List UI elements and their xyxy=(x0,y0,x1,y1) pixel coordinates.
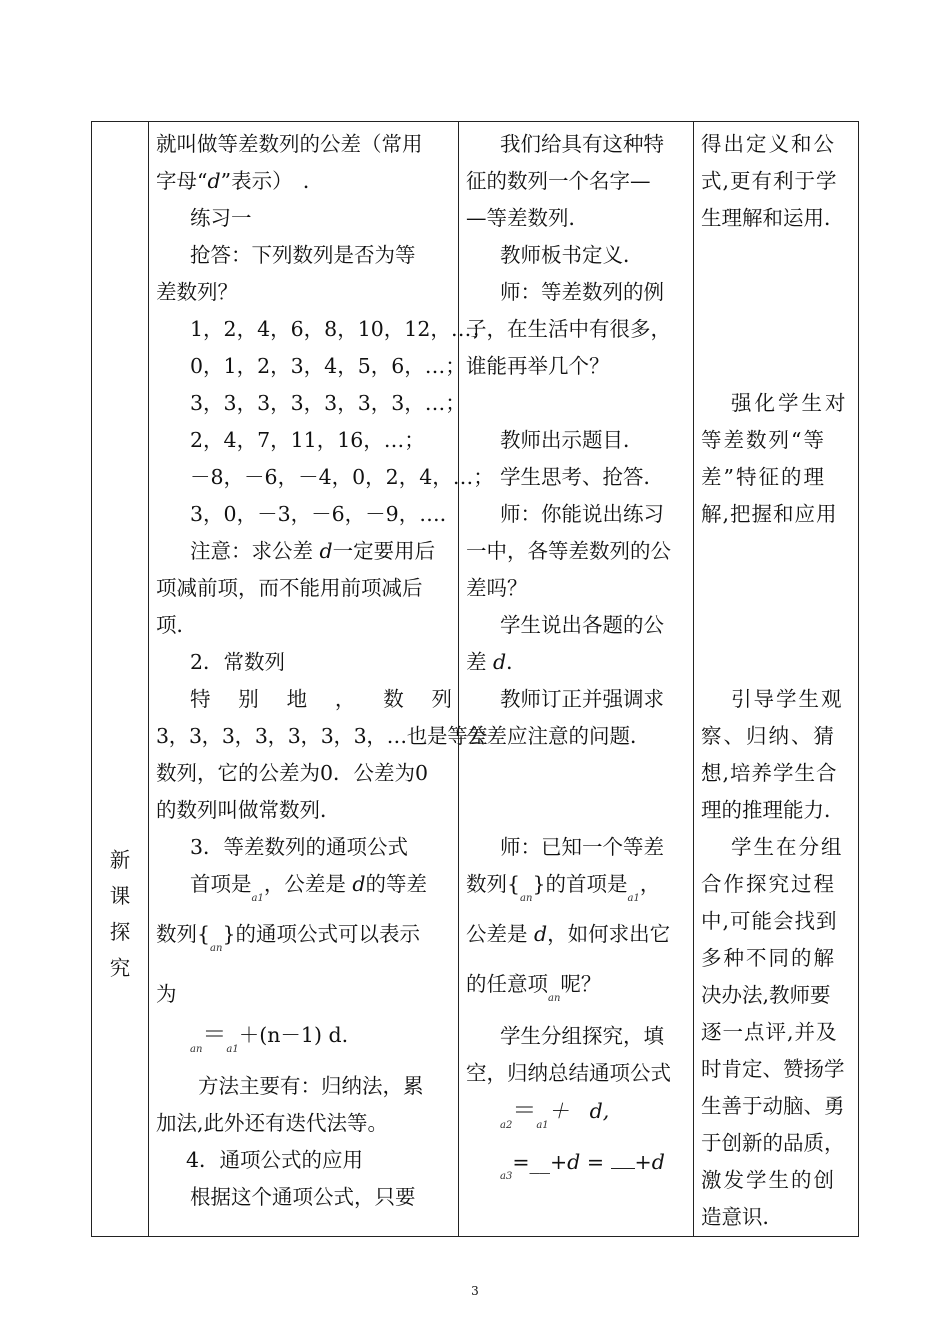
intent-line: 多种不同的解 xyxy=(701,946,836,970)
intent-line: 学生在分组 xyxy=(731,835,844,859)
sequence-item: 1，2，4，6，8，10，12，…； xyxy=(190,317,492,341)
column-divider xyxy=(693,122,694,1236)
formula-fill-blank: $_{a3}$=__+d = +d xyxy=(500,1150,665,1182)
activity-line: 师：已知一个等差 xyxy=(500,835,664,859)
activity-line: 差吗？ xyxy=(466,576,528,600)
spacer xyxy=(701,533,853,570)
activity-line: 差 d． xyxy=(466,650,527,674)
content-line-justified: 特 别 地 ， 数 列 xyxy=(190,687,452,711)
spacer xyxy=(466,792,688,829)
activity-line: 教师订正并强调求 xyxy=(500,687,664,711)
spacer xyxy=(466,755,688,792)
intent-line: 造意识． xyxy=(701,1205,783,1229)
intent-line: 理的推理能力． xyxy=(701,798,845,822)
section-label-char: 新 xyxy=(109,848,131,872)
spacer xyxy=(701,274,853,311)
content-line: 为 xyxy=(156,982,177,1006)
sequence-item: 0，1，2，3，4，5，6，…； xyxy=(190,354,466,378)
sequence-item: －8，－6，－4，0，2，4，…； xyxy=(190,465,494,489)
activity-line: 征的数列一个名字— xyxy=(466,169,651,193)
spacer xyxy=(701,570,853,607)
content-line: 3，3，3，3，3，3，3，…也是等差 xyxy=(156,724,488,748)
lesson-table xyxy=(91,121,859,1237)
activity-line: 公差应注意的问题． xyxy=(466,724,651,748)
subheading: 2．常数列 xyxy=(190,650,286,674)
column-divider xyxy=(458,122,459,1236)
formula-line: 首项是$_{a1}$，公差是 d的等差 xyxy=(190,872,427,904)
content-line: 差数列？ xyxy=(156,280,238,304)
note-line: 项． xyxy=(156,613,197,637)
activity-line: 教师出示题目． xyxy=(500,428,644,452)
intent-line: 于创新的品质， xyxy=(701,1131,845,1155)
intent-line: 解,把握和应用 xyxy=(701,502,838,526)
formula-line: 数列$\{_{an}\}$的通项公式可以表示 xyxy=(156,922,420,954)
activity-line: 的任意项$_{an}$呢？ xyxy=(466,972,602,1004)
section-label-char: 课 xyxy=(109,884,131,908)
content-line: 数列，它的公差为0．公差为0 xyxy=(156,761,429,785)
activity-line: 学生说出各题的公 xyxy=(500,613,664,637)
formula-line: $_{a2}=_{a1}+$ d, xyxy=(500,1096,610,1131)
section-label-char: 探 xyxy=(109,920,131,944)
content-line: 方法主要有：归纳法，累 xyxy=(198,1074,424,1098)
spacer xyxy=(701,311,853,348)
subheading: 练习一 xyxy=(190,206,252,230)
note-line: 项减前项，而不能用前项减后 xyxy=(156,576,423,600)
note-line: 注意：求公差 d一定要用后 xyxy=(190,539,436,563)
content-line: 字母“d”表示） ． xyxy=(156,169,324,193)
activity-line: 学生思考、抢答． xyxy=(500,465,664,489)
intent-line: 中,可能会找到 xyxy=(701,909,838,933)
intent-line: 时肯定、赞扬学 xyxy=(701,1057,845,1081)
intent-column xyxy=(701,126,853,1236)
spacer xyxy=(701,348,853,385)
content-line: 就叫做等差数列的公差（常用 xyxy=(156,132,423,156)
intent-line: 察、归纳、猜 xyxy=(701,724,836,748)
page-number: 3 xyxy=(471,1284,479,1298)
section-label xyxy=(92,842,148,986)
spacer xyxy=(701,237,853,274)
intent-line: 合作探究过程 xyxy=(701,872,836,896)
sequence-item: 3，3，3，3，3，3，3，…； xyxy=(190,391,466,415)
intent-line: 等差数列“等 xyxy=(701,428,826,452)
intent-line: 得出定义和公 xyxy=(701,132,836,156)
activity-line: 学生分组探究，填 xyxy=(500,1024,664,1048)
subheading: 3．等差数列的通项公式 xyxy=(190,835,409,859)
intent-line: 逐一点评,并及 xyxy=(701,1020,838,1044)
intent-line: 强化学生对 xyxy=(731,391,849,415)
intent-line: 决办法,教师要 xyxy=(701,983,831,1007)
sequence-item: 2，4，7，11，16，…； xyxy=(190,428,425,452)
spacer xyxy=(466,385,688,422)
activity-line: 一中，各等差数列的公 xyxy=(466,539,671,563)
spacer xyxy=(701,644,853,681)
content-column xyxy=(156,126,494,1216)
intent-line: 生善于动脑、勇 xyxy=(701,1094,845,1118)
intent-line: 想,培养学生合 xyxy=(701,761,838,785)
subheading: 4．通项公式的应用 xyxy=(186,1148,364,1172)
activity-line: 数列$\{_{an}\}$的首项是$_{a1}$， xyxy=(466,872,661,904)
blank-line xyxy=(611,1154,635,1169)
formula-display: $_{an}=_{a1}+(n-1)$ d. xyxy=(190,1020,349,1055)
activity-line: 师：你能说出练习 xyxy=(500,502,664,526)
activity-line: 师：等差数列的例 xyxy=(500,280,664,304)
intent-line: 式,更有利于学 xyxy=(701,169,838,193)
intent-line: 差”特征的理 xyxy=(701,465,826,489)
activity-line: 我们给具有这种特 xyxy=(500,132,664,156)
activity-line: 教师板书定义． xyxy=(500,243,644,267)
activity-line: 谁能再举几个？ xyxy=(466,354,610,378)
spacer xyxy=(701,607,853,644)
content-line: 根据这个通项公式，只要 xyxy=(190,1185,416,1209)
activity-line: 空，归纳总结通项公式 xyxy=(466,1061,671,1085)
activity-line: 公差是 d，如何求出它 xyxy=(466,922,671,946)
intent-line: 激发学生的创 xyxy=(701,1168,836,1192)
intent-line: 引导学生观 xyxy=(731,687,844,711)
activity-column xyxy=(466,126,688,1181)
activity-line: 子，在生活中有很多， xyxy=(466,317,671,341)
intent-line: 生理解和运用． xyxy=(701,206,845,230)
activity-line: —等差数列． xyxy=(466,206,589,230)
section-label-char: 究 xyxy=(109,956,131,980)
content-line: 加法,此外还有迭代法等。 xyxy=(156,1111,389,1135)
content-line: 抢答：下列数列是否为等 xyxy=(190,243,416,267)
sequence-item: 3，0，－3，－6，－9，…． xyxy=(190,502,461,526)
column-divider xyxy=(148,122,149,1236)
content-line: 的数列叫做常数列． xyxy=(156,798,341,822)
